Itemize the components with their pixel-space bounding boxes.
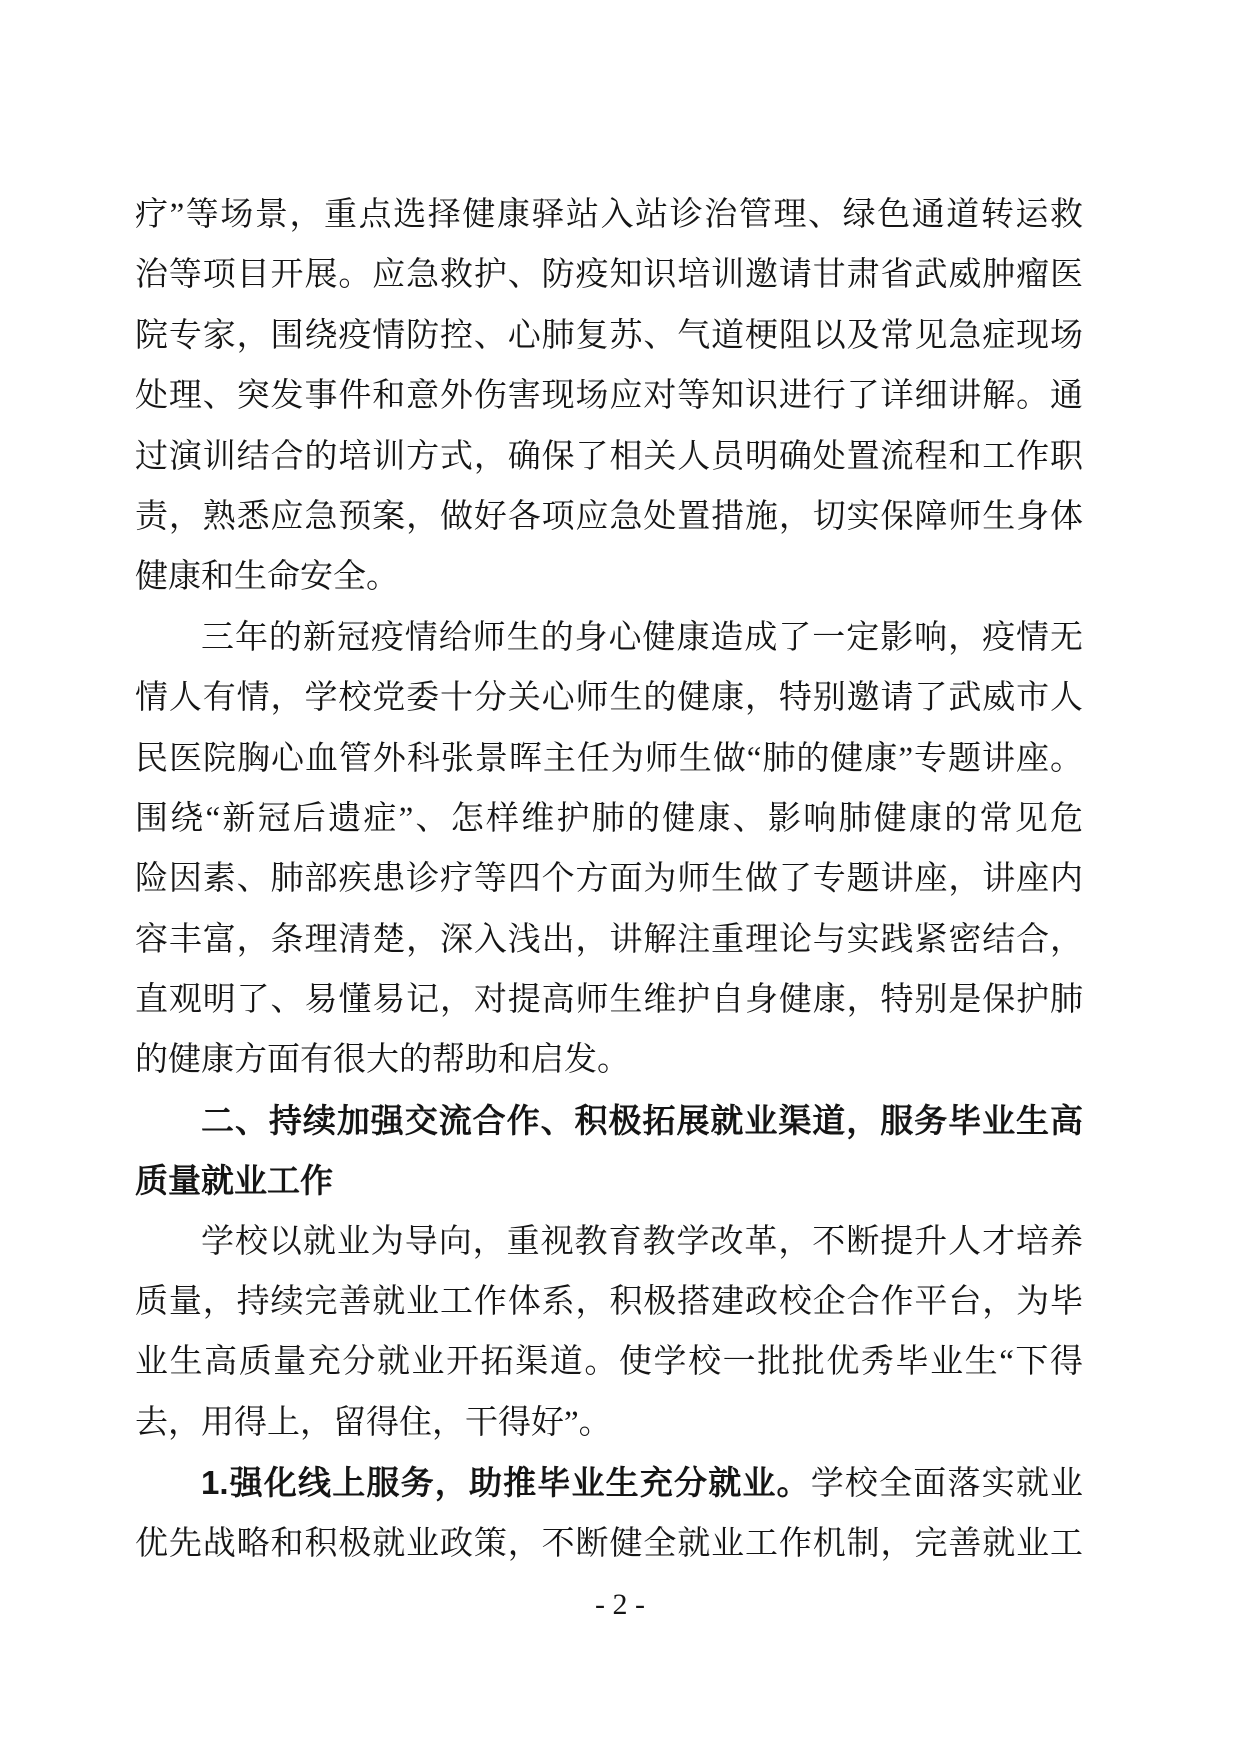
paragraph-employment-overview <box>135 1212 1083 1454</box>
text-line: 三年的新冠疫情给师生的身心健康造成了一定影响，疫情无 <box>201 619 1083 656</box>
page-number: - 2 - <box>595 1588 645 1621</box>
text-line: 优先战略和积极就业政策，不断健全就业工作机制，完善就业工 <box>135 1525 1083 1562</box>
text-line: 过演训结合的培训方式，确保了相关人员明确处置流程和工作职 <box>135 438 1083 475</box>
text-line: 质量，持续完善就业工作体系，积极搭建政校企合作平台，为毕 <box>135 1284 1083 1321</box>
text-line: 围绕“新冠后遗症”、怎样维护肺的健康、影响肺健康的常见危 <box>135 800 1083 837</box>
text-line: 直观明了、易懂易记，对提高师生维护自身健康，特别是保护肺 <box>135 982 1083 1019</box>
text-line: 情人有情，学校党委十分关心师生的健康，特别邀请了武威市人 <box>135 680 1083 717</box>
text-line: 健康和生命安全。 <box>135 559 399 596</box>
section-heading-employment <box>135 1091 1083 1212</box>
text-run: 学校全面落实就业 <box>810 1466 1083 1503</box>
heading-line: 二、持续加强交流合作、积极拓展就业渠道，服务毕业生高 <box>201 1101 1083 1139</box>
paragraph-health-lecture <box>135 608 1083 1091</box>
document-body <box>135 185 1083 1574</box>
text-line: 疗”等场景，重点选择健康驿站入站诊治管理、绿色通道转运救 <box>135 197 1083 233</box>
bold-run-in: 1.强化线上服务，助推毕业生充分就业。 <box>201 1464 811 1502</box>
text-line: 院专家，围绕疫情防控、心肺复苏、气道梗阻以及常见急症现场 <box>135 317 1083 354</box>
text-line: 去，用得上，留得住，干得好”。 <box>135 1404 612 1441</box>
text-line: 民医院胸心血管外科张景晖主任为师生做“肺的健康”专题讲座。 <box>135 740 1083 777</box>
text-line: 治等项目开展。应急救护、防疫知识培训邀请甘肃省武威肿瘤医 <box>135 257 1083 294</box>
text-line: 处理、突发事件和意外伤害现场应对等知识进行了详细讲解。通 <box>135 378 1083 415</box>
text-line: 责，熟悉应急预案，做好各项应急处置措施，切实保障师生身体 <box>135 498 1083 535</box>
text-line: 险因素、肺部疾患诊疗等四个方面为师生做了专题讲座，讲座内 <box>135 861 1083 898</box>
text-line: 学校以就业为导向，重视教育教学改革，不断提升人才培养 <box>201 1223 1083 1260</box>
text-line: 容丰富，条理清楚，深入浅出，讲解注重理论与实践紧密结合， <box>135 921 1083 958</box>
paragraph-emergency-training <box>135 185 1083 608</box>
text-line <box>135 1453 1083 1513</box>
text-line: 业生高质量充分就业开拓渠道。使学校一批批优秀毕业生“下得 <box>135 1344 1083 1381</box>
text-line: 的健康方面有很大的帮助和启发。 <box>135 1042 630 1079</box>
paragraph-online-service <box>135 1453 1083 1574</box>
heading-line: 质量就业工作 <box>135 1162 333 1200</box>
